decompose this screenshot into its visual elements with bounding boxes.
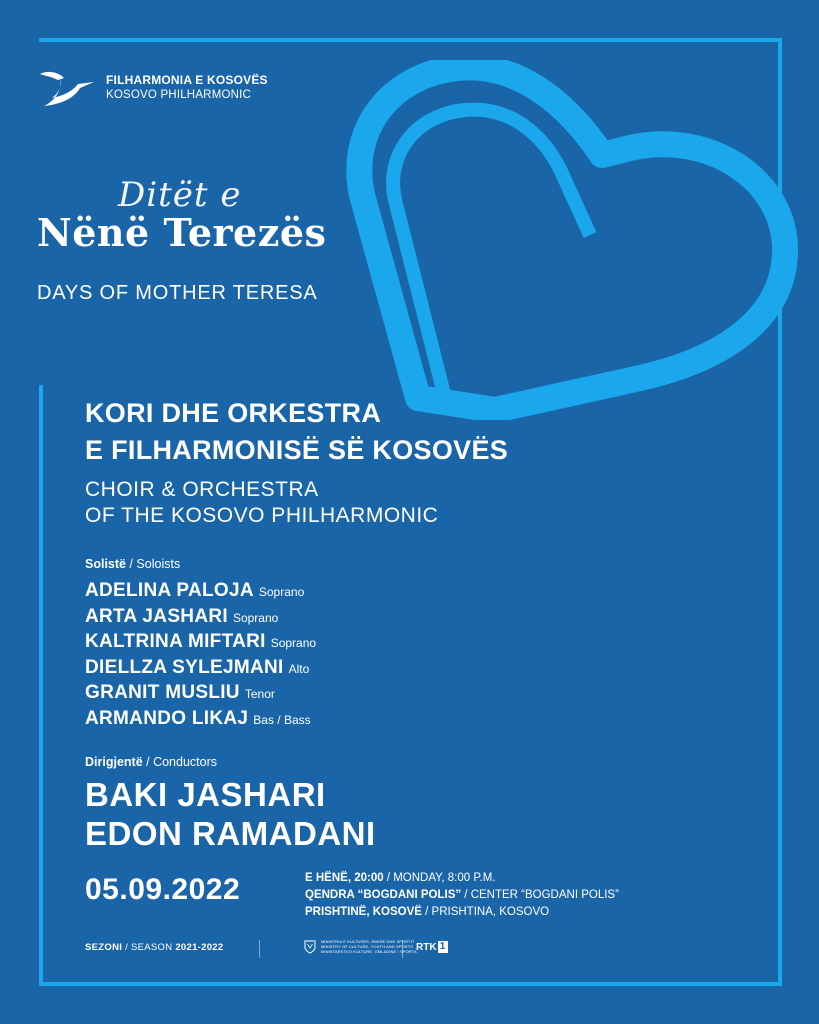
- conductor-name: EDON RAMADANI: [85, 815, 376, 852]
- ministry-logo: [304, 939, 417, 954]
- soloist-name: ARMANDO LIKAJ: [85, 707, 249, 729]
- soloist-item: [85, 706, 316, 732]
- soloist-role: Soprano: [232, 610, 279, 625]
- conductors-list: [85, 775, 376, 853]
- soloist-name: DIELLZA SYLEJMANI: [85, 656, 284, 678]
- ministry-name-al: MINISTRIA E KULTURËS, RINISË DHE SPORTIT: [321, 939, 415, 944]
- conductors-label-separator: /: [142, 755, 154, 769]
- season-label-en: / SEASON: [122, 942, 176, 953]
- soloist-role: Tenor: [244, 687, 275, 701]
- soloist-role: Soprano: [258, 585, 305, 599]
- footer-divider: [259, 940, 260, 958]
- event-time: [305, 870, 619, 887]
- soloist-name: KALTRINA MIFTARI: [85, 631, 266, 652]
- ensemble-title-al-2: E FILHARMONISË SË KOSOVËS: [85, 435, 509, 465]
- ensemble-block: [85, 395, 508, 529]
- festival-subtitle: DAYS OF MOTHER TERESA: [37, 282, 318, 304]
- frame-top-border: [39, 38, 782, 42]
- soloist-role: Alto: [288, 661, 310, 676]
- soloist-name: GRANIT MUSLIU: [85, 682, 240, 703]
- conductors-label-al: Dirigjentë: [85, 755, 143, 769]
- festival-main-title: Nënë Terezës: [37, 210, 327, 255]
- footer-divider: [402, 940, 403, 958]
- event-info: [305, 870, 619, 921]
- ensemble-title-al-1: KORI DHE ORKESTRA: [85, 398, 382, 428]
- event-time-al: E HËNË, 20:00: [305, 872, 384, 884]
- event-venue-en: / CENTER “BOGDANI POLIS”: [461, 889, 619, 901]
- event-venue: [305, 887, 619, 904]
- rtk-logo-number: 1: [438, 941, 448, 953]
- soloist-role: Soprano: [270, 636, 317, 650]
- event-city-en: / PRISHTINA, KOSOVO: [421, 906, 550, 918]
- bird-lyre-logo-icon: [38, 68, 96, 108]
- ensemble-title-en-1: CHOIR & ORCHESTRA: [85, 478, 319, 501]
- coat-of-arms-icon: [304, 940, 316, 954]
- soloists-label-al: Solistë: [85, 557, 126, 571]
- footer-season: [85, 942, 223, 953]
- season-label-al: SEZONI: [85, 942, 123, 953]
- soloists-label-en: Soloists: [136, 557, 181, 571]
- soloist-item: [85, 655, 316, 681]
- soloists-label: [85, 557, 180, 571]
- conductor-name: BAKI JASHARI: [85, 776, 326, 813]
- conductors-label: [85, 755, 217, 769]
- soloist-name: ARTA JASHARI: [85, 605, 228, 627]
- conductors-label-en: Conductors: [153, 755, 218, 769]
- soloist-role: Bas / Bass: [253, 712, 311, 727]
- ministry-name-en: MINISTRY OF CULTURE, YOUTH AND SPORTS: [321, 944, 414, 949]
- brand-name-al: FILHARMONIA E KOSOVËS: [106, 73, 268, 88]
- event-date: 05.09.2022: [85, 873, 241, 906]
- soloist-item: [85, 629, 316, 655]
- frame-left-border: [39, 385, 43, 986]
- ministry-name-sr: MINISTARSTVO KULTURE, OMLADINE I SPORTA: [321, 949, 417, 954]
- ensemble-title-en-2: OF THE KOSOVO PHILHARMONIC: [85, 504, 439, 527]
- rtk-logo-text: RTK: [416, 941, 437, 953]
- soloist-item: [85, 604, 316, 630]
- soloists-list: [85, 578, 316, 731]
- event-time-en: / MONDAY, 8:00 P.M.: [383, 872, 496, 884]
- soloists-label-separator: /: [126, 557, 137, 571]
- season-years: 2021-2022: [175, 942, 224, 953]
- brand-name-en: KOSOVO PHILHARMONIC: [106, 89, 252, 102]
- event-city-al: PRISHTINË, KOSOVË: [305, 906, 422, 918]
- festival-script-title: Ditët e: [118, 175, 242, 215]
- soloist-item: [85, 680, 316, 706]
- event-city: [305, 904, 619, 921]
- soloist-item: [85, 578, 316, 604]
- event-venue-al: QENDRA “BOGDANI POLIS”: [305, 889, 462, 901]
- soloist-name: ADELINA PALOJA: [85, 580, 254, 601]
- rtk-logo: [416, 941, 448, 953]
- brand-logo: [38, 68, 268, 108]
- frame-bottom-border: [39, 982, 782, 986]
- heart-icon: [340, 60, 800, 420]
